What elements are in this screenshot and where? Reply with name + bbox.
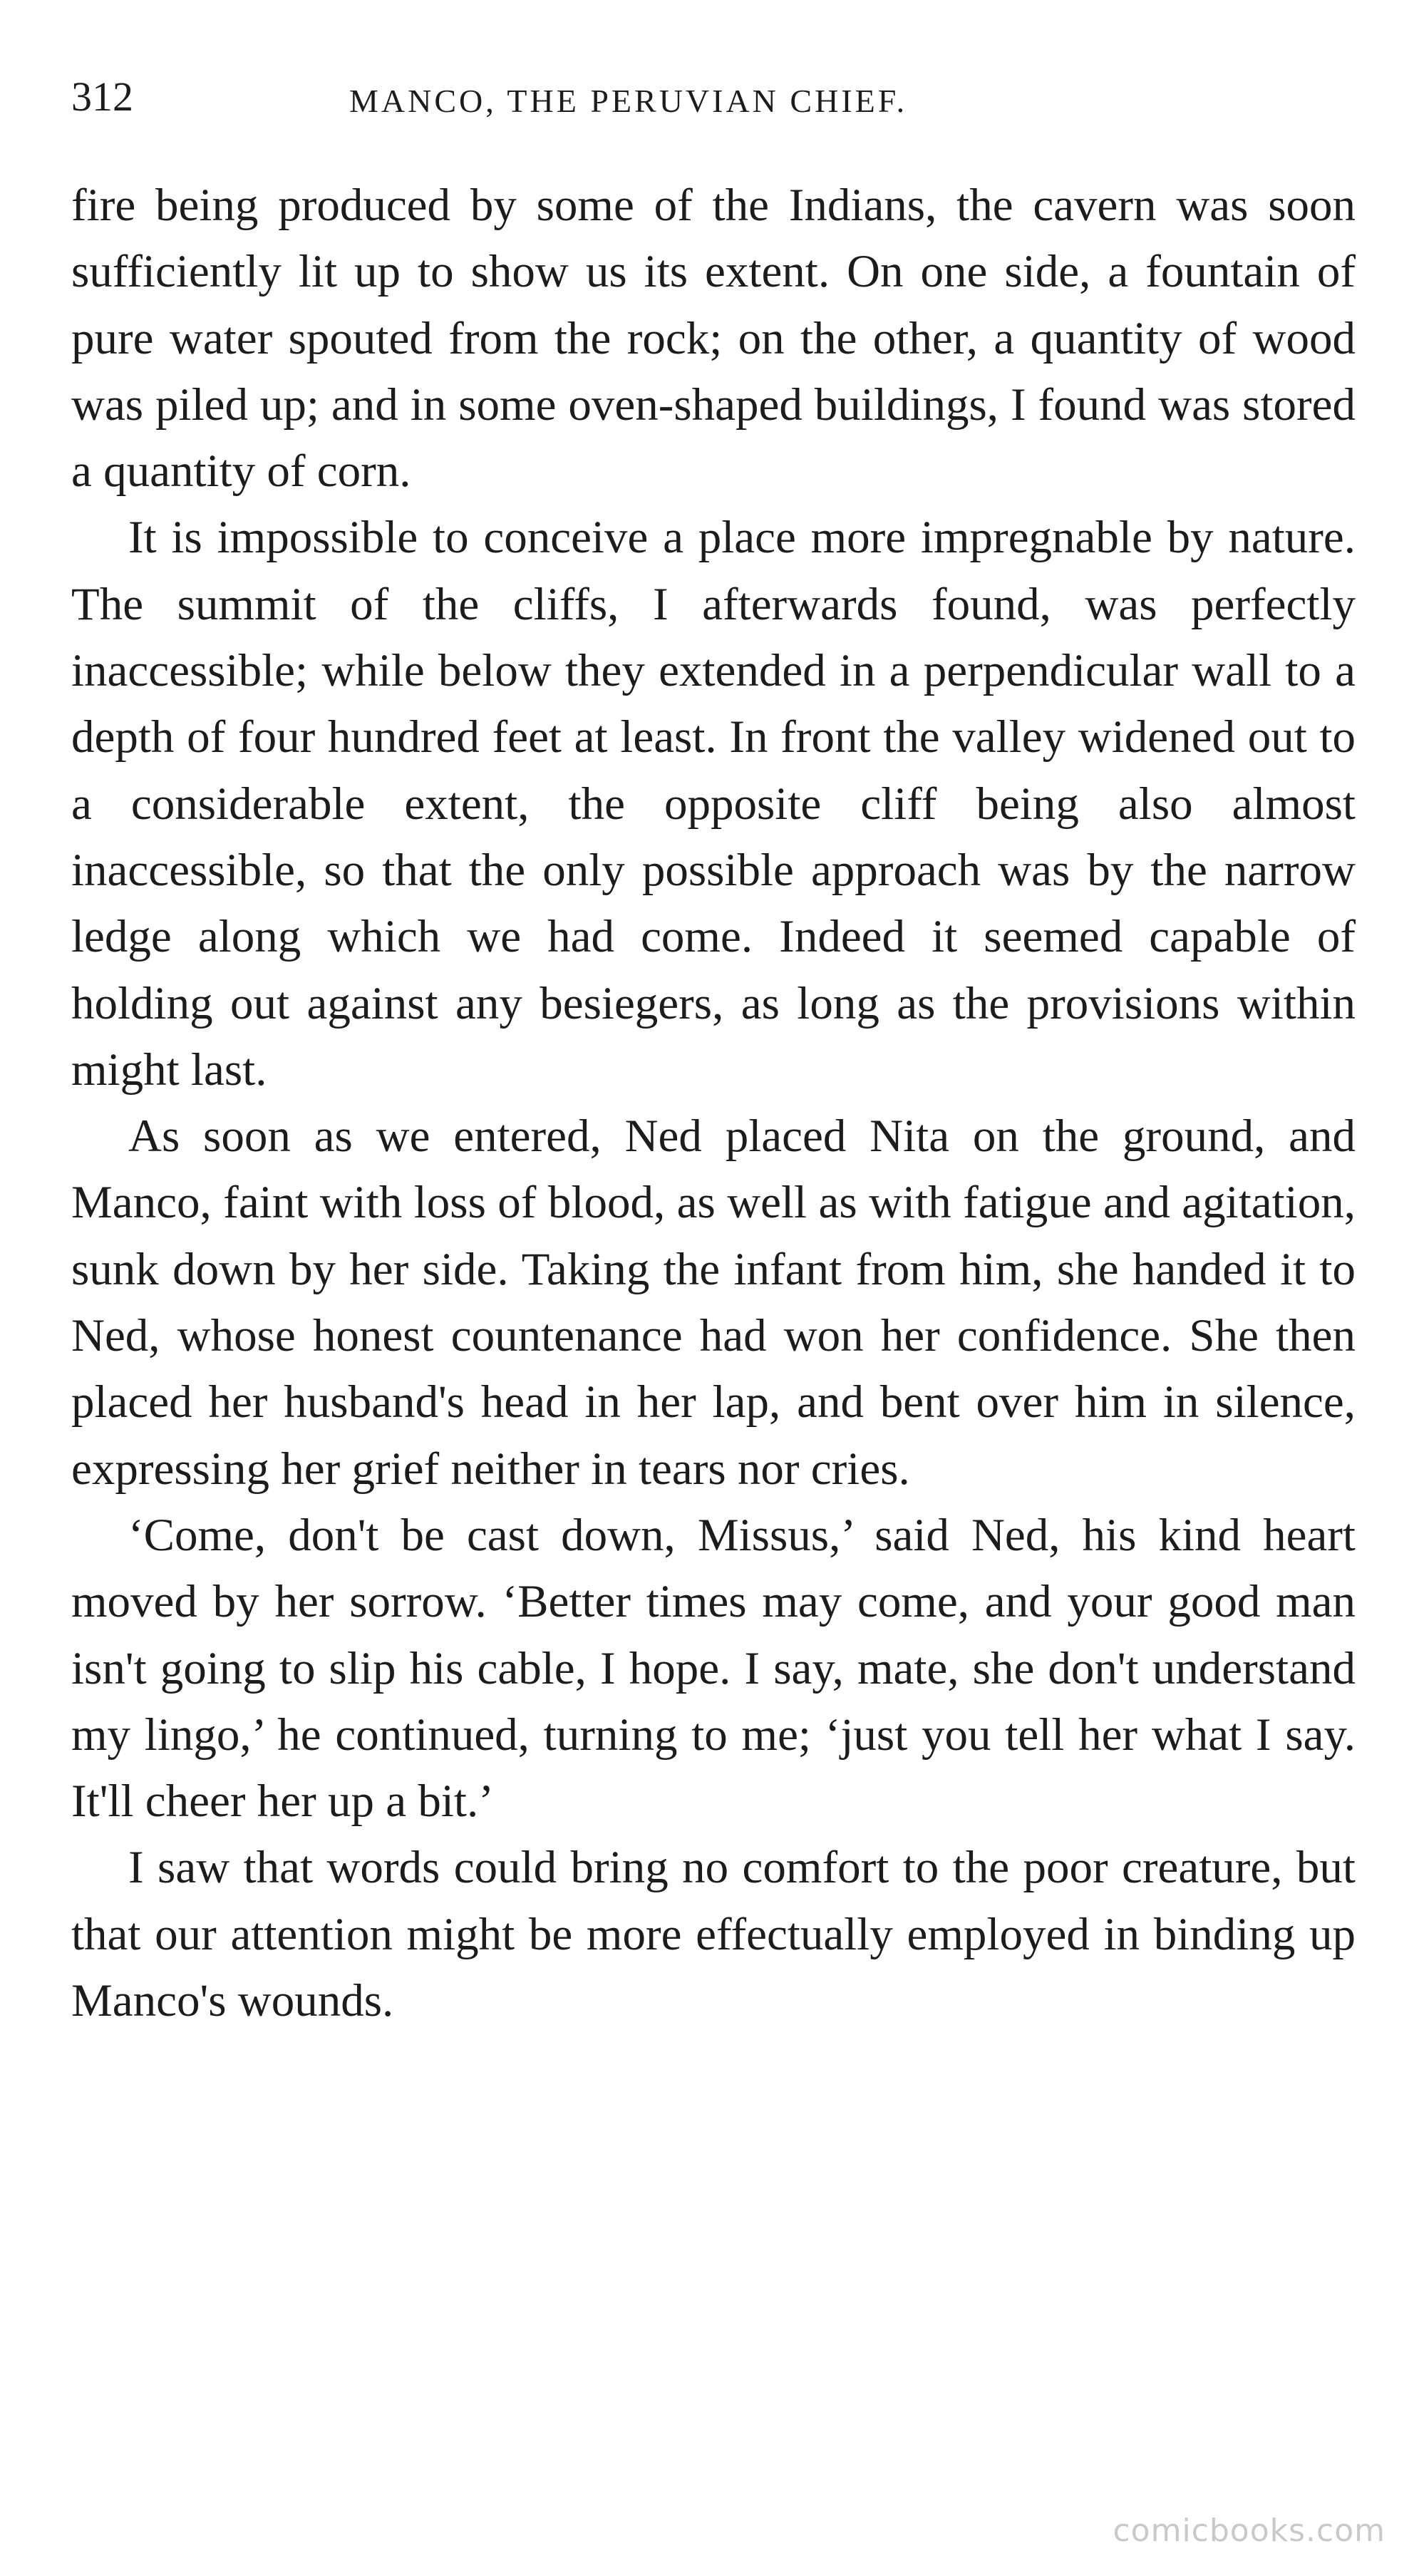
paragraph-4: ‘Come, don't be cast down, Missus,’ said Ned, his kind heart moved by her sorrow. ‘Better times may come, and your good man isn't going to slip his cable, I hope. I say, mate, she don't understand my lingo,’ he continued, turning to me; ‘just you tell her what I say. It'll cheer her up a bit.’ (71, 1509, 1356, 1828)
body-text (71, 172, 1356, 2034)
paragraph-2: It is impossible to conceive a place more impregnable by nature. The summit of the cliffs, I afterwards found, was perfectly inaccessible; while below they extended in a perpendicular wall to a depth of four hundred feet at least. In front the valley widened out to a considerable extent, the opposite cliff being also almost inaccessible, so that the only possible approach was by the narrow ledge along which we had come. Indeed it seemed capable of holding out against any besiegers, as long as the provisions within might last. (71, 512, 1356, 1096)
paragraph-5: I saw that words could bring no comfort to the poor creature, but that our attention might be more effectually employed in binding up Manco's wounds. (71, 1842, 1356, 2027)
running-title: MANCO, THE PERUVIAN CHIEF. (349, 83, 908, 119)
watermark: comicbooks.com (1113, 2513, 1385, 2549)
paragraph-1: fire being produced by some of the Indians, the cavern was soon sufficiently lit up to show us its extent. On one side, a fountain of pure water spouted from the rock; on the other, a quantity of wood was piled up; and in some oven-shaped buildings, I found was stored a quantity of corn. (71, 180, 1356, 498)
paragraph-3: As soon as we entered, Ned placed Nita on the ground, and Manco, faint with loss of blood, as well as with fatigue and agitation, sunk down by her side. Taking the infant from him, she handed it to Ned, whose honest countenance had won her confidence. She then placed her husband's head in her lap, and bent over him in silence, expressing her grief neither in tears nor cries. (71, 1111, 1356, 1495)
running-head (71, 68, 1354, 125)
page-number: 312 (71, 73, 133, 120)
